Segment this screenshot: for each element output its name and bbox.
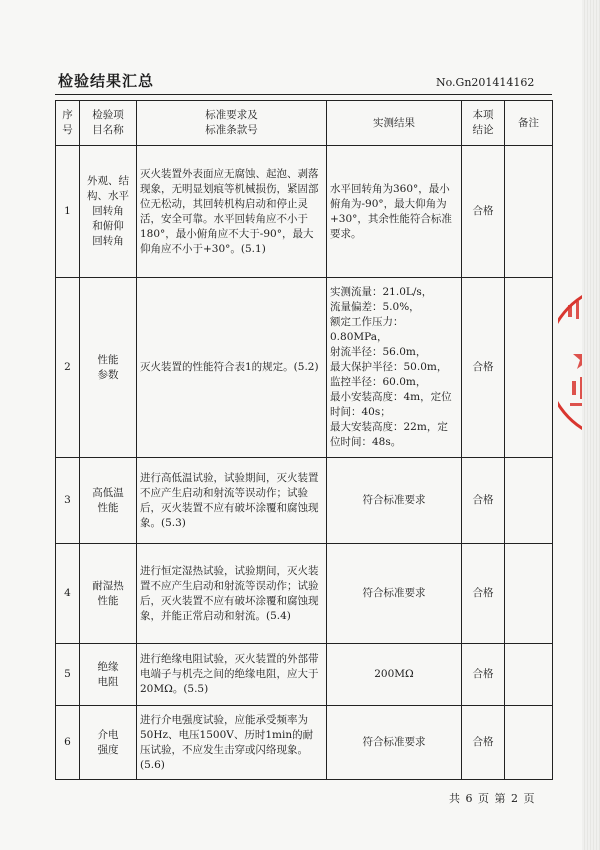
- cell-seq: 6: [56, 706, 80, 780]
- header-conclusion: 本项 结论: [462, 101, 505, 146]
- cell-standard: 进行介电强度试验，应能承受频率为50Hz、电压1500V、历时1min的耐压试验，不应发生击穿或闪络现象。(5.6): [137, 706, 327, 780]
- cell-standard: 进行恒定湿热试验，试验期间，灭火装置不应产生启动和射流等误动作；试验后，灭火装置不应有破坏涂覆和腐蚀现象，并能正常启动和射流。(5.4): [137, 544, 327, 644]
- table-row: [56, 458, 553, 544]
- cell-remark: [505, 706, 553, 780]
- cell-result: 实测流量：21.0L/s， 流量偏差：5.0%， 额定工作压力：0.80MPa， 射流半径：56.0m， 最大保护半径：50.0m， 监控半径：60.0m， 最小安装高度：4m，定位时间：40s； 最大安装高度：22m，定位时间：48s。: [327, 278, 462, 458]
- cell-result: 符合标准要求: [327, 544, 462, 644]
- table-row: [56, 146, 553, 278]
- cell-conclusion: 合格: [462, 278, 505, 458]
- header-remark: 备注: [505, 101, 553, 146]
- cell-conclusion: 合格: [462, 706, 505, 780]
- header-standard: 标准要求及 标准条款号: [137, 101, 327, 146]
- cell-standard: 灭火装置的性能符合表1的规定。(5.2): [137, 278, 327, 458]
- cell-result: 符合标准要求: [327, 706, 462, 780]
- cell-item: 介电 强度: [80, 706, 137, 780]
- cell-item: 绝缘 电阻: [80, 644, 137, 706]
- cell-seq: 4: [56, 544, 80, 644]
- page-title: 检验结果汇总: [58, 72, 155, 90]
- table-row: [56, 644, 553, 706]
- cell-seq: 1: [56, 146, 80, 278]
- binding-edge: [582, 0, 600, 850]
- cell-conclusion: 合格: [462, 458, 505, 544]
- cell-seq: 3: [56, 458, 80, 544]
- cell-result: 符合标准要求: [327, 458, 462, 544]
- table-header-row: [56, 101, 553, 146]
- cell-item: 高低温 性能: [80, 458, 137, 544]
- header-seq: 序 号: [56, 101, 80, 146]
- table-row: [56, 544, 553, 644]
- cell-item: 性能 参数: [80, 278, 137, 458]
- cell-standard: 灭火装置外表面应无腐蚀、起泡、剥落现象，无明显划痕等机械损伤，紧固部位无松动，其回转机构启动和停止灵活，安全可靠。水平回转角应不小于180°，最小俯角应不大于-90°，最大仰角应不小于+30°。(5.1): [137, 146, 327, 278]
- cell-result: 水平回转角为360°，最小俯角为-90°，最大仰角为 +30°，其余性能符合标准要求。: [327, 146, 462, 278]
- cell-item: 耐湿热 性能: [80, 544, 137, 644]
- table-row: [56, 706, 553, 780]
- cell-remark: [505, 458, 553, 544]
- cell-result: 200MΩ: [327, 644, 462, 706]
- cell-remark: [505, 146, 553, 278]
- cell-remark: [505, 544, 553, 644]
- report-number: No.Gn201414162: [436, 76, 535, 89]
- page-count: 共 6 页 第 2 页: [449, 792, 536, 805]
- cell-standard: 进行高低温试验，试验期间，灭火装置不应产生启动和射流等误动作；试验后，灭火装置不应有破坏涂覆和腐蚀现象。(5.3): [137, 458, 327, 544]
- results-table: [55, 100, 553, 780]
- cell-conclusion: 合格: [462, 544, 505, 644]
- cell-seq: 2: [56, 278, 80, 458]
- cell-standard: 进行绝缘电阻试验，灭火装置的外部带电端子与机壳之间的绝缘电阻，应大于20MΩ。(5.5): [137, 644, 327, 706]
- cell-remark: [505, 644, 553, 706]
- cell-conclusion: 合格: [462, 146, 505, 278]
- cell-item: 外观、结 构、水平 回转角 和俯仰 回转角: [80, 146, 137, 278]
- header-item: 检验项 目名称: [80, 101, 137, 146]
- cell-conclusion: 合格: [462, 644, 505, 706]
- cell-remark: [505, 278, 553, 458]
- header-result: 实测结果: [327, 101, 462, 146]
- header-divider: [55, 94, 552, 95]
- cell-seq: 5: [56, 644, 80, 706]
- table-row: [56, 278, 553, 458]
